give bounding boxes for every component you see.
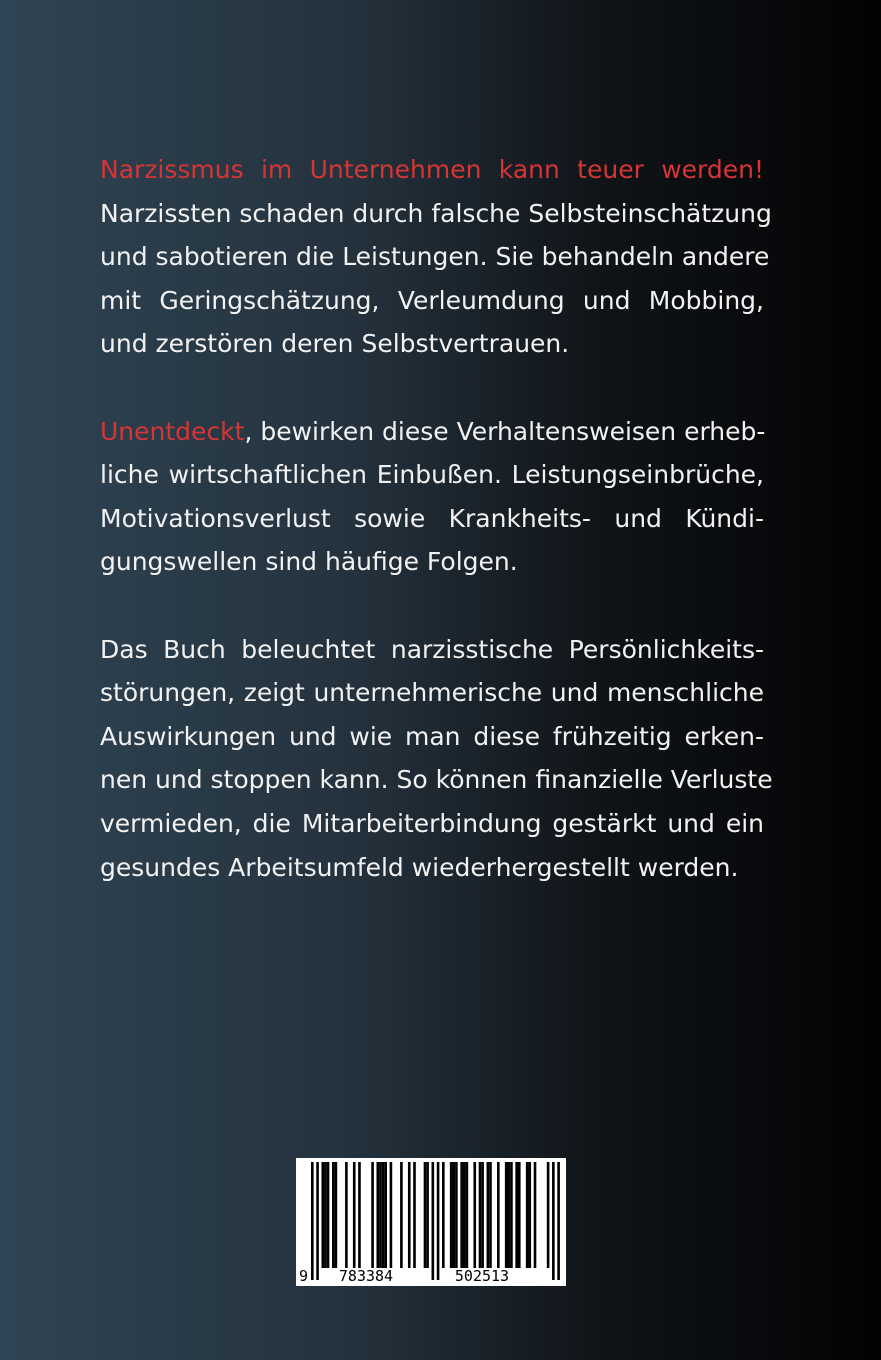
- barcode-bar: [547, 1162, 550, 1268]
- blurb-line: [100, 540, 764, 584]
- barcode-bar: [332, 1162, 335, 1268]
- barcode-graphic: [296, 1158, 566, 1286]
- blurb-line: [100, 148, 764, 192]
- blurb-line: [100, 192, 772, 236]
- barcode-bar: [505, 1162, 508, 1268]
- blurb-line: [100, 628, 764, 672]
- barcode-bar: [526, 1162, 529, 1268]
- headline-text: Narzissmus im Unternehmen kann teuer werden!: [100, 155, 764, 184]
- barcode-bar: [479, 1162, 482, 1268]
- line-text: gungswellen sind häufige Folgen.: [100, 547, 518, 577]
- barcode-bar: [557, 1162, 560, 1280]
- blurb-line: [100, 802, 764, 846]
- barcode-bar: [450, 1162, 453, 1268]
- barcode-bar: [452, 1162, 455, 1268]
- blurb-line: [100, 497, 764, 541]
- barcode-bar: [508, 1162, 511, 1268]
- barcode-bar: [460, 1162, 463, 1268]
- blurb-paragraph: [100, 410, 764, 584]
- barcode-bar: [473, 1162, 476, 1268]
- barcode-bar: [424, 1162, 427, 1268]
- barcode-bar: [316, 1162, 319, 1280]
- barcode-bar: [400, 1162, 403, 1268]
- blurb-line: [100, 846, 764, 890]
- barcode-bar: [442, 1162, 445, 1268]
- barcode-bar: [497, 1162, 500, 1268]
- blurb-line: [100, 453, 764, 497]
- blurb-line: [100, 235, 770, 279]
- line-text: nen und stoppen kann. So können finanzielle Verluste: [100, 765, 773, 795]
- barcode-bar: [371, 1162, 374, 1268]
- barcode-bar: [321, 1162, 324, 1268]
- barcode-bar: [437, 1162, 440, 1280]
- line-text: Auswirkungen und wie man diese frühzeitig erken-: [100, 721, 764, 751]
- barcode-bar: [463, 1162, 466, 1268]
- barcode-bar: [358, 1162, 361, 1268]
- barcode-bar: [382, 1162, 385, 1268]
- blurb-paragraph: [100, 628, 773, 890]
- barcode-bar: [377, 1162, 380, 1268]
- barcode-right-digits: 502513: [454, 1267, 510, 1285]
- line-text: und sabotieren die Leistungen. Sie behandeln andere: [100, 242, 770, 272]
- line-text: und zerstören deren Selbstvertrauen.: [100, 329, 570, 359]
- barcode-bar: [487, 1162, 490, 1268]
- barcode-bar: [335, 1162, 338, 1268]
- blurb-line: [100, 715, 764, 759]
- barcode-bar: [426, 1162, 429, 1268]
- barcode-bar: [413, 1162, 416, 1268]
- line-text: , bewirken diese Verhaltensweisen erheb-: [244, 416, 766, 446]
- line-text: vermieden, die Mitarbeiterbindung gestärkt und ein: [100, 808, 764, 838]
- barcode-bar: [466, 1162, 469, 1268]
- blurb-line: [100, 322, 764, 366]
- line-text: störungen, zeigt unternehmerische und menschliche: [100, 678, 764, 708]
- barcode-bar: [518, 1162, 521, 1268]
- barcode-bar: [390, 1162, 393, 1268]
- barcode-bar: [384, 1162, 387, 1268]
- barcode-bar: [345, 1162, 348, 1268]
- blurb-line: [100, 279, 764, 323]
- barcode-bar: [481, 1162, 484, 1268]
- barcode-bar: [528, 1162, 531, 1268]
- isbn-barcode: [296, 1158, 566, 1286]
- blurb-paragraph: [100, 148, 772, 366]
- barcode-bar: [408, 1162, 411, 1268]
- barcode-bar: [534, 1162, 537, 1268]
- line-text: Das Buch beleuchtet narzisstische Persönlichkeits-: [100, 634, 764, 664]
- line-text: gesundes Arbeitsumfeld wiederhergestellt werden.: [100, 852, 739, 882]
- barcode-bar: [311, 1162, 314, 1280]
- barcode-bar: [455, 1162, 458, 1268]
- blurb-line: [100, 410, 764, 454]
- blurb-text: [100, 148, 773, 933]
- barcode-bar: [353, 1162, 356, 1268]
- barcode-bar: [379, 1162, 382, 1268]
- accent-word: Unentdeckt: [100, 416, 245, 446]
- barcode-bar: [327, 1162, 330, 1268]
- barcode-bars: [311, 1162, 560, 1280]
- barcode-bar: [510, 1162, 513, 1268]
- barcode-bar: [552, 1162, 555, 1280]
- line-text: Narzissten schaden durch falsche Selbsteinschätzung: [100, 198, 772, 228]
- barcode-left-digits: 783384: [338, 1267, 394, 1285]
- blurb-line: [100, 758, 773, 802]
- blurb-line: [100, 671, 764, 715]
- barcode-bar: [489, 1162, 492, 1268]
- barcode-bar: [432, 1162, 435, 1280]
- barcode-bar: [515, 1162, 518, 1268]
- line-text: Motivationsverlust sowie Krankheits- und Kündi-: [100, 503, 764, 533]
- barcode-bar: [324, 1162, 327, 1268]
- barcode-prefix-digit: 9: [299, 1267, 309, 1285]
- line-text: liche wirtschaftlichen Einbußen. Leistungseinbrüche,: [100, 460, 764, 490]
- line-text: mit Geringschätzung, Verleumdung und Mobbing,: [100, 285, 764, 315]
